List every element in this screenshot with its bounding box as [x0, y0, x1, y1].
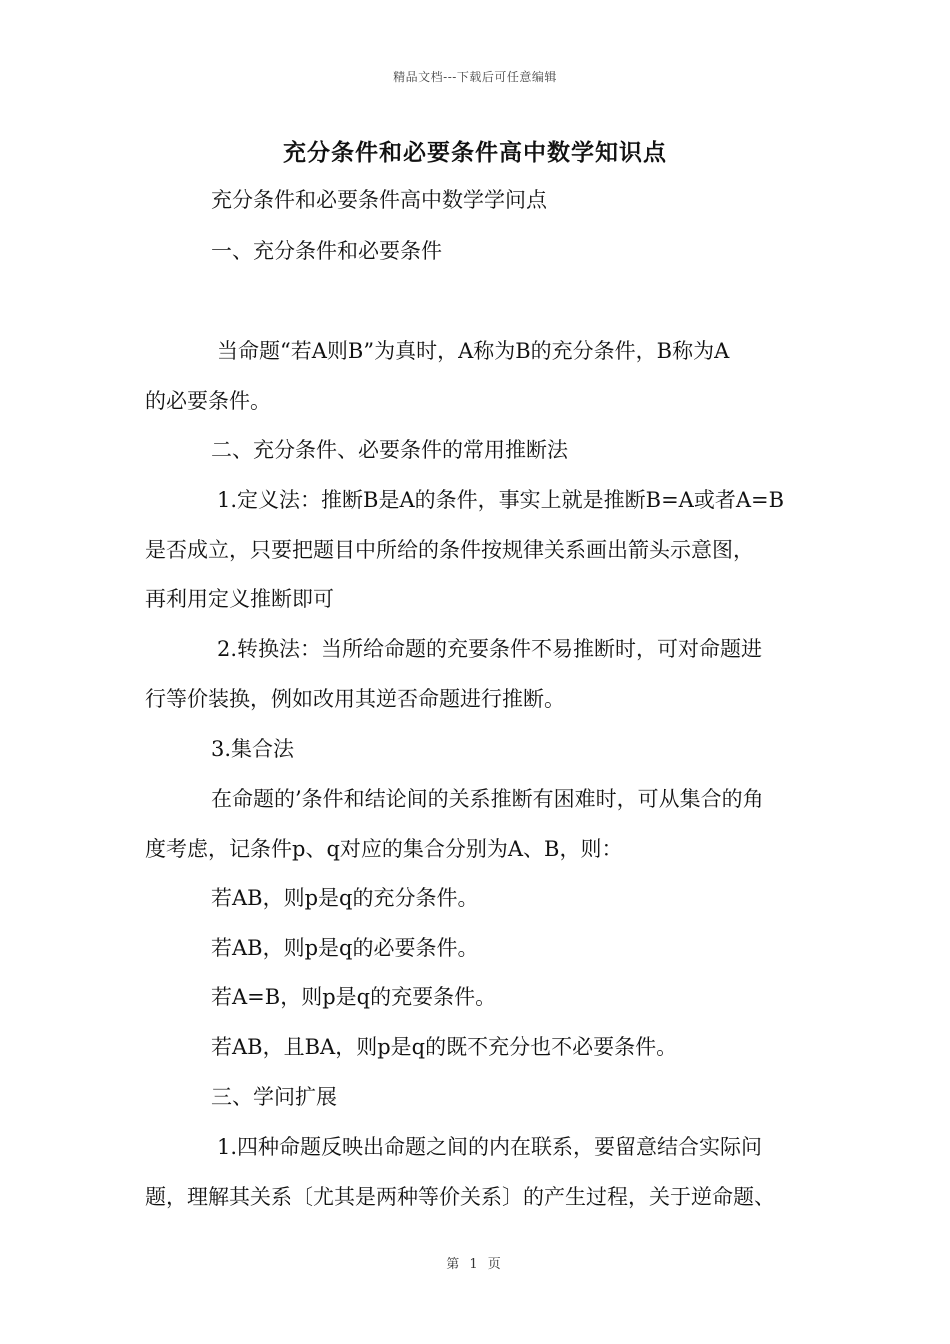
paragraph-line: 行等价装换，例如改用其逆否命题进行推断。 — [145, 687, 565, 711]
paragraph-line: 当命题“若A则B”为真时，A称为B的充分条件，B称为A — [217, 339, 730, 363]
paragraph-line: 2.转换法：当所给命题的充要条件不易推断时，可对命题进 — [217, 637, 763, 661]
paragraph-line: 题，理解其关系〔尤其是两种等价关系〕的产生过程，关于逆命题、 — [145, 1185, 775, 1209]
subsection-heading: 3.集合法 — [211, 737, 295, 761]
paragraph-line: 若AB，则p是q的必要条件。 — [211, 936, 479, 960]
paragraph-line: 的必要条件。 — [145, 389, 271, 413]
paragraph-line: 1.四种命题反映出命题之间的内在联系，要留意结合实际问 — [217, 1135, 763, 1159]
paragraph-line: 若A=B，则p是q的充要条件。 — [211, 985, 497, 1009]
section-heading: 一、充分条件和必要条件 — [211, 239, 442, 263]
paragraph-line: 再利用定义推断即可 — [145, 587, 334, 611]
paragraph-line: 是否成立，只要把题目中所给的条件按规律关系画出箭头示意图， — [145, 538, 754, 562]
page-number: 第 1 页 — [446, 1257, 504, 1272]
paragraph-line: 1.定义法：推断B是A的条件，事实上就是推断B=A或者A=B — [217, 488, 785, 512]
paragraph-line: 充分条件和必要条件高中数学学问点 — [211, 188, 547, 212]
paragraph-line: 若AB，且BA，则p是q的既不充分也不必要条件。 — [211, 1035, 678, 1059]
paragraph-line: 在命题的’条件和结论间的关系推断有困难时，可从集合的角 — [211, 787, 764, 811]
section-heading: 二、充分条件、必要条件的常用推断法 — [211, 438, 568, 462]
paragraph-line: 若AB，则p是q的充分条件。 — [211, 886, 479, 910]
section-heading: 三、学问扩展 — [211, 1085, 337, 1109]
page-header: 精品文档---下载后可任意编辑 — [393, 70, 557, 84]
document-title: 充分条件和必要条件高中数学知识点 — [283, 139, 667, 166]
paragraph-line: 度考虑，记条件p、q对应的集合分别为A、B，则： — [145, 837, 623, 861]
